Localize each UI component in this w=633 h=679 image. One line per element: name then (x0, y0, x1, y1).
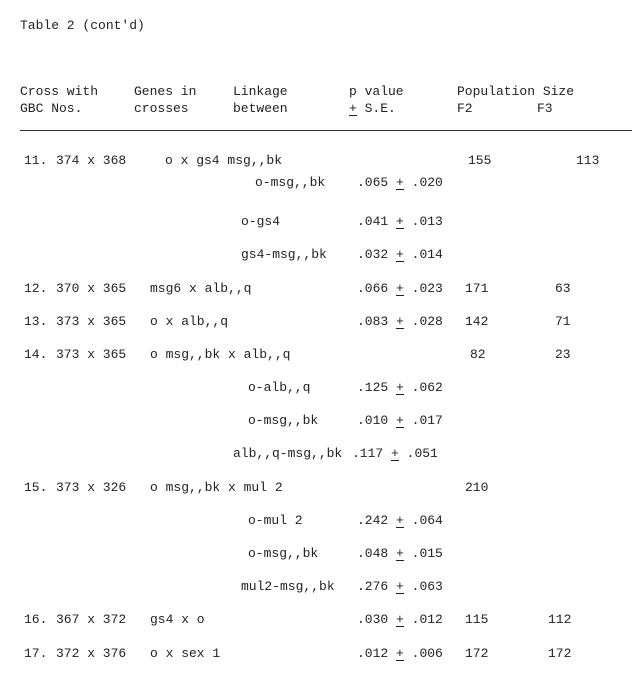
p-value: .041 (357, 214, 389, 229)
row-p-value (357, 612, 443, 627)
row-f3: 113 (576, 153, 600, 168)
row-f3: 71 (555, 314, 571, 329)
row-f2: 115 (465, 612, 489, 627)
row-f2: 210 (465, 480, 489, 495)
row-number: 15. (24, 480, 48, 495)
p-value: .083 (357, 314, 389, 329)
row-linkage: o-alb,,q (248, 380, 311, 395)
row-number: 14. (24, 347, 48, 362)
plus-minus-sign: + (396, 413, 404, 428)
header-cross-line1: Cross with (20, 84, 99, 99)
row-number: 17. (24, 646, 48, 661)
plus-minus-sign: + (396, 646, 404, 661)
p-value: .012 (357, 646, 389, 661)
row-f3: 23 (555, 347, 571, 362)
row-linkage: o-mul 2 (248, 513, 303, 528)
se-value: .020 (411, 175, 443, 190)
se-value: .063 (411, 579, 443, 594)
row-p-value (357, 413, 443, 428)
row-number: 12. (24, 281, 48, 296)
row-f2: 172 (465, 646, 489, 661)
se-value: .051 (406, 446, 438, 461)
se-value: .015 (411, 546, 443, 561)
row-cross: 372 x 376 (56, 646, 127, 661)
row-linkage: o-msg,,bk (248, 413, 319, 428)
p-value: .010 (357, 413, 389, 428)
p-value: .125 (357, 380, 389, 395)
se-value: .006 (411, 646, 443, 661)
plus-minus-sign: + (396, 380, 404, 395)
row-cross: 373 x 365 (56, 314, 127, 329)
row-genes: o x alb,,q (150, 314, 229, 329)
p-value: .032 (357, 247, 389, 262)
p-value: .117 (352, 446, 384, 461)
row-number: 16. (24, 612, 48, 627)
plus-minus-sign: + (396, 546, 404, 561)
row-p-value (357, 214, 443, 229)
header-f2: F2 (457, 101, 473, 116)
se-value: .017 (411, 413, 443, 428)
row-linkage: mul2-msg,,bk (241, 579, 335, 594)
plus-minus-sign: + (396, 513, 404, 528)
plus-minus-sign: + (396, 314, 404, 329)
table-caption: Table 2 (cont'd) (20, 18, 145, 33)
row-number: 11. (24, 153, 48, 168)
p-value: .066 (357, 281, 389, 296)
se-value: .062 (411, 380, 443, 395)
row-f2: 82 (470, 347, 486, 362)
row-genes: o x gs4 msg,,bk (165, 153, 283, 168)
se-value: .014 (411, 247, 443, 262)
row-genes: o msg,,bk x alb,,q (150, 347, 291, 362)
row-p-value (357, 281, 443, 296)
row-linkage: o-msg,,bk (255, 175, 326, 190)
row-p-value (357, 314, 443, 329)
p-value: .030 (357, 612, 389, 627)
row-p-value (357, 513, 443, 528)
p-value: .242 (357, 513, 389, 528)
se-value: .012 (411, 612, 443, 627)
row-f2: 155 (468, 153, 492, 168)
header-linkage-line1: Linkage (233, 84, 288, 99)
row-genes: o x sex 1 (150, 646, 221, 661)
row-number: 13. (24, 314, 48, 329)
plus-minus-sign: + (396, 579, 404, 594)
row-cross: 367 x 372 (56, 612, 127, 627)
row-f3: 63 (555, 281, 571, 296)
header-cross-line2: GBC Nos. (20, 101, 83, 116)
row-linkage: o-msg,,bk (248, 546, 319, 561)
plus-minus-sign: + (396, 247, 404, 262)
p-value: .048 (357, 546, 389, 561)
se-value: .064 (411, 513, 443, 528)
header-rule (20, 130, 632, 131)
row-genes: gs4 x o (150, 612, 205, 627)
se-value: .023 (411, 281, 443, 296)
se-value: .028 (411, 314, 443, 329)
plus-minus-sign: + (396, 281, 404, 296)
plus-minus-sign: + (396, 612, 404, 627)
row-p-value (357, 579, 443, 594)
row-p-value (357, 546, 443, 561)
row-p-value (352, 446, 438, 461)
row-p-value (357, 175, 443, 190)
header-se (349, 101, 396, 116)
row-p-value (357, 247, 443, 262)
p-value: .065 (357, 175, 389, 190)
row-f3: 112 (548, 612, 572, 627)
row-p-value (357, 646, 443, 661)
plus-minus-sign: + (396, 175, 404, 190)
row-genes: msg6 x alb,,q (150, 281, 252, 296)
header-se-label: S.E. (364, 101, 396, 116)
row-cross: 373 x 365 (56, 347, 127, 362)
plus-minus-sign: + (391, 446, 399, 461)
header-genes-line1: Genes in (134, 84, 197, 99)
header-f3: F3 (537, 101, 553, 116)
row-cross: 373 x 326 (56, 480, 127, 495)
row-cross: 374 x 368 (56, 153, 127, 168)
row-linkage: o-gs4 (241, 214, 281, 229)
row-f3: 172 (548, 646, 572, 661)
header-p-value: p value (349, 84, 404, 99)
row-linkage: alb,,q-msg,,bk (233, 446, 343, 461)
row-f2: 171 (465, 281, 489, 296)
plus-minus-sign: + (396, 214, 404, 229)
row-linkage: gs4-msg,,bk (241, 247, 327, 262)
se-value: .013 (411, 214, 443, 229)
plus-minus-sign: + (349, 101, 357, 116)
p-value: .276 (357, 579, 389, 594)
row-f2: 142 (465, 314, 489, 329)
header-genes-line2: crosses (134, 101, 189, 116)
header-population-size: Population Size (457, 84, 575, 99)
header-linkage-line2: between (233, 101, 288, 116)
row-genes: o msg,,bk x mul 2 (150, 480, 283, 495)
row-p-value (357, 380, 443, 395)
row-cross: 370 x 365 (56, 281, 127, 296)
